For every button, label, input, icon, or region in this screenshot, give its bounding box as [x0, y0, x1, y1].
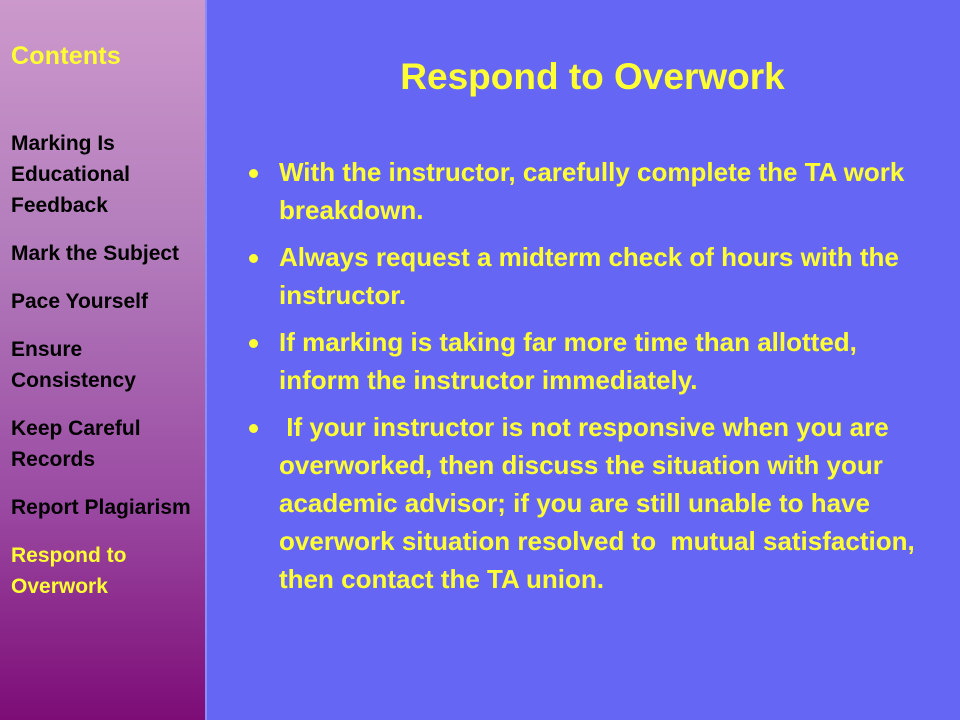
bullet-list — [246, 153, 936, 607]
contents-heading: Contents — [11, 42, 121, 70]
bullet-dot-icon — [249, 339, 258, 348]
nav-item-mark-the-subject[interactable]: Mark the Subject — [11, 242, 180, 265]
bullet-text: Always request a midterm check of hours with the instructor. — [279, 242, 899, 310]
bullet-dot-icon — [249, 169, 258, 178]
nav-item-marking-is-educational-feedback[interactable]: Marking Is Educational Feedback — [11, 132, 131, 217]
nav-item-respond-to-overwork[interactable]: Respond to Overwork — [11, 544, 127, 598]
bullet-item — [246, 153, 936, 229]
bullet-dot-icon — [249, 254, 258, 263]
nav-item-ensure-consistency[interactable]: Ensure Consistency — [11, 338, 136, 392]
bullet-text: If marking is taking far more time than allotted, inform the instructor immediately. — [279, 327, 857, 395]
bullet-item — [246, 408, 936, 598]
bullet-item — [246, 323, 936, 399]
contents-nav-list — [11, 128, 201, 619]
bullet-dot-icon — [249, 424, 258, 433]
nav-item-pace-yourself[interactable]: Pace Yourself — [11, 290, 148, 313]
contents-sidebar — [0, 0, 207, 720]
bullet-item — [246, 238, 936, 314]
bullet-text: If your instructor is not responsive when you are overworked, then discuss the situation with your academic advisor; if you are still unable to have overwork situation resolved to mutual satisfaction, then contact the TA union. — [279, 412, 922, 594]
nav-item-keep-careful-records[interactable]: Keep Careful Records — [11, 417, 141, 471]
slide-title: Respond to Overwork — [400, 56, 785, 97]
bullet-text: With the instructor, carefully complete the TA work breakdown. — [279, 157, 905, 225]
nav-item-report-plagiarism[interactable]: Report Plagiarism — [11, 496, 191, 519]
